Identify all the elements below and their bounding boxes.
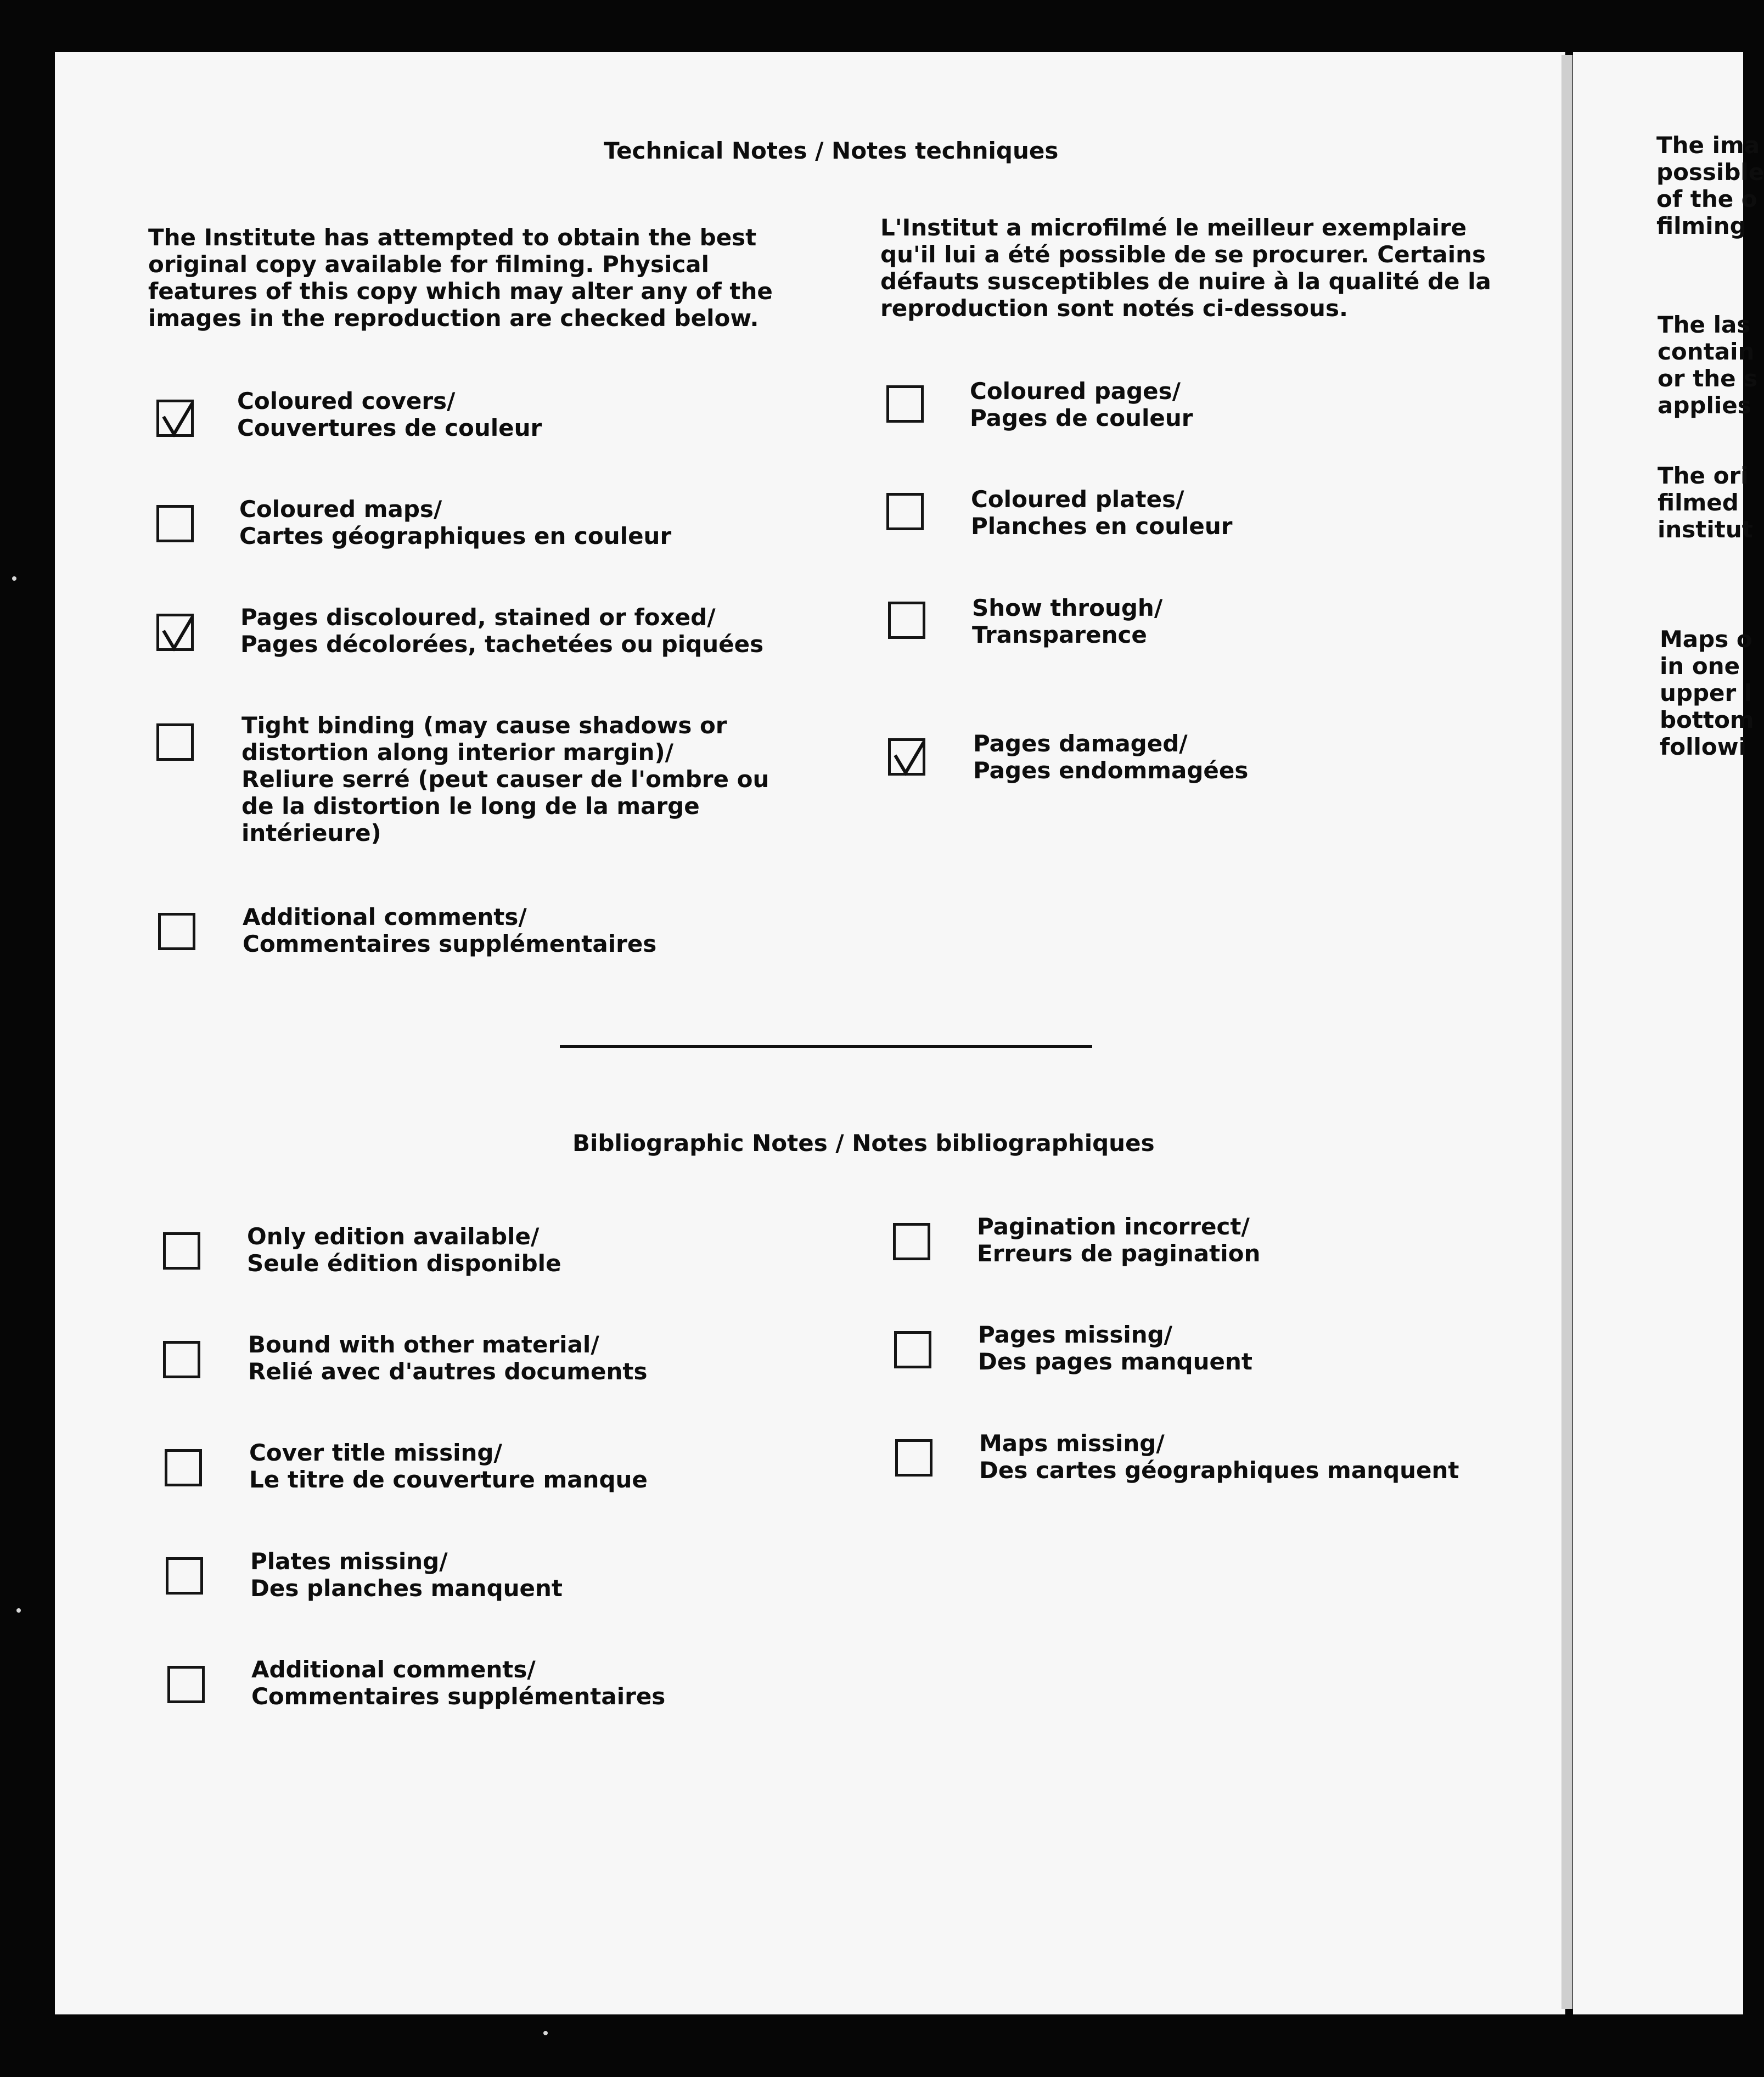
intro-en-line: original copy available for filming. Physical (148, 251, 710, 278)
adjacent-fragment-line: applies (1658, 392, 1751, 419)
intro-fr-line: défauts susceptibles de nuire à la qualité de la (880, 268, 1491, 295)
only-edition-available-label: Seule édition disponible (247, 1250, 561, 1277)
adjacent-fragment-line: filming (1656, 212, 1746, 239)
adjacent-fragment-line: institut (1658, 516, 1753, 543)
pages-discoloured-stained-or-foxed-label: Pages décolorées, tachetées ou piquées (240, 631, 764, 658)
plates-missing-label: Des planches manquent (250, 1575, 563, 1602)
intro-en-line: features of this copy which may alter any of the (148, 278, 773, 305)
coloured-pages-label: Pages de couleur (970, 405, 1193, 431)
adjacent-fragment-line: The las (1658, 311, 1751, 338)
additional-comments-label: Additional comments/ (251, 1656, 536, 1683)
additional-comments-label: Commentaires supplémentaires (243, 930, 657, 957)
adjacent-page (1573, 52, 1743, 2014)
show-through-label: Show through/ (972, 594, 1163, 621)
adjacent-fragment-line: The ima (1656, 132, 1760, 159)
cover-title-missing-label: Cover title missing/ (249, 1439, 502, 1466)
coloured-covers-label: Coloured covers/ (237, 388, 456, 414)
additional-comments-label: Commentaires supplémentaires (251, 1683, 666, 1710)
tight-binding-may-cause-shadows-or-label: intérieure) (241, 819, 381, 846)
film-speck (16, 1608, 21, 1613)
adjacent-fragment-line: filmed (1658, 489, 1739, 516)
adjacent-fragment-line: in one (1660, 653, 1740, 680)
coloured-plates-label: Coloured plates/ (971, 486, 1184, 513)
plates-missing-label: Plates missing/ (250, 1548, 448, 1575)
pages-damaged-label: Pages damaged/ (973, 730, 1188, 757)
bibliographic-notes-heading: Bibliographic Notes / Notes bibliographiques (572, 1130, 1155, 1157)
bound-with-other-material-label: Relié avec d'autres documents (248, 1358, 648, 1385)
pages-damaged-label: Pages endommagées (973, 757, 1249, 784)
adjacent-fragment-line: The ori (1658, 462, 1749, 489)
tight-binding-may-cause-shadows-or-label: Reliure serré (peut causer de l'ombre ou (241, 766, 769, 793)
intro-fr-line: L'Institut a microfilmé le meilleur exemplaire (880, 214, 1467, 241)
cover-title-missing-label: Le titre de couverture manque (249, 1466, 648, 1493)
adjacent-fragment-line: followi (1660, 733, 1746, 760)
tight-binding-may-cause-shadows-or-label: Tight binding (may cause shadows or (241, 712, 727, 739)
film-speck (543, 2031, 548, 2035)
pagination-incorrect-label: Erreurs de pagination (977, 1240, 1261, 1267)
adjacent-fragment-line: possible (1656, 159, 1764, 186)
adjacent-fragment-line: bottom (1660, 706, 1754, 733)
pages-discoloured-stained-or-foxed-label: Pages discoloured, stained or foxed/ (240, 604, 716, 631)
pages-missing-label: Des pages manquent (978, 1348, 1252, 1375)
tight-binding-may-cause-shadows-or-label: de la distortion le long de la marge (241, 793, 700, 819)
adjacent-fragment-line: contain (1658, 338, 1755, 365)
maps-missing-label: Maps missing/ (979, 1430, 1165, 1457)
page-edge-shadow (1561, 55, 1572, 2009)
additional-comments-label: Additional comments/ (243, 903, 527, 930)
pagination-incorrect-label: Pagination incorrect/ (977, 1213, 1250, 1240)
technical-notes-heading: Technical Notes / Notes techniques (604, 137, 1059, 164)
coloured-covers-label: Couvertures de couleur (237, 414, 542, 441)
coloured-plates-label: Planches en couleur (971, 513, 1233, 540)
bound-with-other-material-label: Bound with other material/ (248, 1331, 599, 1358)
intro-fr-line: qu'il lui a été possible de se procurer. Certains (880, 241, 1486, 268)
intro-en-line: images in the reproduction are checked below. (148, 305, 759, 332)
only-edition-available-label: Only edition available/ (247, 1223, 540, 1250)
maps-missing-label: Des cartes géographiques manquent (979, 1457, 1459, 1484)
adjacent-fragment-line: upper l (1660, 680, 1752, 706)
pages-missing-label: Pages missing/ (978, 1321, 1173, 1348)
film-speck (12, 576, 16, 581)
adjacent-fragment-line: Maps o (1660, 626, 1752, 653)
document-page (55, 52, 1565, 2014)
tight-binding-may-cause-shadows-or-label: distortion along interior margin)/ (241, 739, 674, 766)
adjacent-fragment-line: of the o (1656, 186, 1757, 212)
adjacent-fragment-line: or the s (1658, 365, 1758, 392)
intro-fr-line: reproduction sont notés ci-dessous. (880, 295, 1348, 322)
coloured-maps-label: Coloured maps/ (239, 496, 442, 523)
intro-en-line: The Institute has attempted to obtain the best (148, 224, 757, 251)
coloured-pages-label: Coloured pages/ (970, 378, 1181, 405)
coloured-maps-label: Cartes géographiques en couleur (239, 523, 672, 549)
show-through-label: Transparence (972, 621, 1147, 648)
